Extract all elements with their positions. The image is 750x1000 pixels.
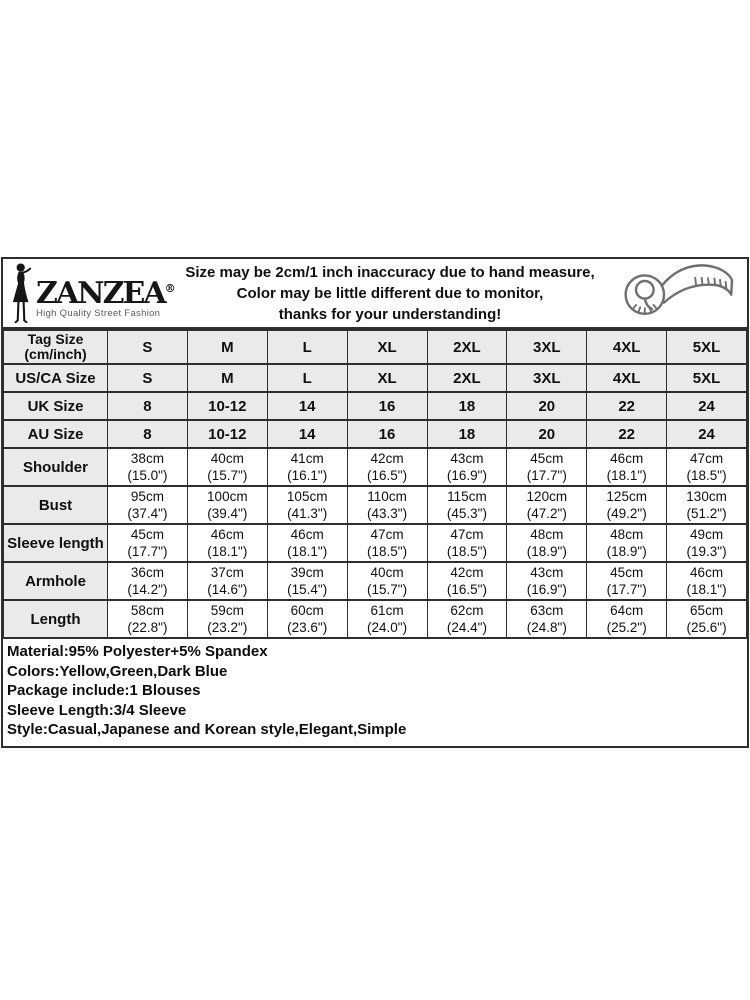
size-table-body xyxy=(4,330,747,638)
table-row xyxy=(4,392,747,420)
note-line: Colors:Yellow,Green,Dark Blue xyxy=(7,662,228,680)
size-cell: 16 xyxy=(347,420,427,448)
table-row xyxy=(4,600,747,638)
row-label: UK Size xyxy=(4,392,108,420)
note-line: Material:95% Polyester+5% Spandex xyxy=(7,643,268,660)
size-cell: 20 xyxy=(507,392,587,420)
row-label: Shoulder xyxy=(4,448,108,486)
table-row xyxy=(4,562,747,600)
measurement-cell: 95cm (37.4") xyxy=(108,486,188,524)
row-label: Tag Size (cm/inch) xyxy=(4,330,108,364)
row-label: AU Size xyxy=(4,420,108,448)
size-cell: S xyxy=(108,330,188,364)
brand-tagline: High Quality Street Fashion xyxy=(36,308,161,319)
size-cell: 3XL xyxy=(507,364,587,392)
disclaimer-line-2: Color may be little different due to monitor, xyxy=(236,284,544,302)
measurement-cell: 46cm (18.1") xyxy=(267,524,347,562)
size-cell: XL xyxy=(347,330,427,364)
woman-silhouette-icon xyxy=(10,263,34,323)
row-label: Bust xyxy=(4,486,108,524)
measurement-cell: 62cm (24.4") xyxy=(427,600,507,638)
table-row xyxy=(4,524,747,562)
measurement-cell: 42cm (16.5") xyxy=(347,448,427,486)
measurement-cell: 65cm (25.6") xyxy=(667,600,747,638)
size-cell: 8 xyxy=(108,392,188,420)
measurement-cell: 37cm (14.6") xyxy=(187,562,267,600)
measurement-cell: 61cm (24.0") xyxy=(347,600,427,638)
size-cell: 2XL xyxy=(427,330,507,364)
measurement-cell: 46cm (18.1") xyxy=(587,448,667,486)
size-cell: 18 xyxy=(427,420,507,448)
measurement-cell: 100cm (39.4") xyxy=(187,486,267,524)
size-cell: 24 xyxy=(667,392,747,420)
size-cell: 20 xyxy=(507,420,587,448)
measurement-cell: 36cm (14.2") xyxy=(108,562,188,600)
table-row xyxy=(4,486,747,524)
note-line: Style:Casual,Japanese and Korean style,Elegant,Simple xyxy=(7,721,407,738)
note-line: Package include:1 Blouses xyxy=(7,682,201,699)
size-cell: 4XL xyxy=(587,330,667,364)
measurement-cell: 47cm (18.5") xyxy=(667,448,747,486)
disclaimer-text xyxy=(175,262,605,325)
size-cell: L xyxy=(267,330,347,364)
row-label: Length xyxy=(4,600,108,638)
measurement-cell: 105cm (41.3") xyxy=(267,486,347,524)
size-table xyxy=(3,329,747,639)
disclaimer-line-1: Size may be 2cm/1 inch inaccuracy due to hand measure, xyxy=(185,263,595,281)
measurement-cell: 43cm (16.9") xyxy=(507,562,587,600)
size-cell: 22 xyxy=(587,392,667,420)
measurement-cell: 43cm (16.9") xyxy=(427,448,507,486)
size-cell: 5XL xyxy=(667,364,747,392)
size-cell: 14 xyxy=(267,420,347,448)
size-cell: 4XL xyxy=(587,364,667,392)
size-cell: M xyxy=(187,330,267,364)
measurement-cell: 45cm (17.7") xyxy=(507,448,587,486)
measuring-tape-icon xyxy=(615,261,737,325)
size-chart-sheet xyxy=(1,257,749,748)
brand-logo xyxy=(3,263,175,323)
measurement-cell: 47cm (18.5") xyxy=(427,524,507,562)
size-cell: 10-12 xyxy=(187,392,267,420)
size-cell: 18 xyxy=(427,392,507,420)
measurement-cell: 38cm (15.0") xyxy=(108,448,188,486)
measurement-cell: 47cm (18.5") xyxy=(347,524,427,562)
row-label: US/CA Size xyxy=(4,364,108,392)
table-row xyxy=(4,330,747,364)
measurement-cell: 49cm (19.3") xyxy=(667,524,747,562)
size-cell: 22 xyxy=(587,420,667,448)
size-cell: 8 xyxy=(108,420,188,448)
measurement-cell: 60cm (23.6") xyxy=(267,600,347,638)
measurement-cell: 48cm (18.9") xyxy=(587,524,667,562)
size-cell: S xyxy=(108,364,188,392)
measurement-cell: 41cm (16.1") xyxy=(267,448,347,486)
size-cell: 14 xyxy=(267,392,347,420)
measurement-cell: 63cm (24.8") xyxy=(507,600,587,638)
size-cell: 3XL xyxy=(507,330,587,364)
brand-wordmark xyxy=(36,275,176,323)
size-cell: 5XL xyxy=(667,330,747,364)
measurement-cell: 45cm (17.7") xyxy=(587,562,667,600)
row-label: Armhole xyxy=(4,562,108,600)
size-cell: L xyxy=(267,364,347,392)
tape-icon-wrap xyxy=(605,261,747,325)
measurement-cell: 110cm (43.3") xyxy=(347,486,427,524)
measurement-cell: 115cm (45.3") xyxy=(427,486,507,524)
table-row xyxy=(4,448,747,486)
chart-header xyxy=(3,259,747,329)
measurement-cell: 39cm (15.4") xyxy=(267,562,347,600)
registered-mark: ® xyxy=(164,282,176,295)
measurement-cell: 59cm (23.2") xyxy=(187,600,267,638)
measurement-cell: 64cm (25.2") xyxy=(587,600,667,638)
product-notes xyxy=(3,639,747,746)
measurement-cell: 130cm (51.2") xyxy=(667,486,747,524)
note-line: Sleeve Length:3/4 Sleeve xyxy=(7,701,187,719)
table-row xyxy=(4,420,747,448)
measurement-cell: 58cm (22.8") xyxy=(108,600,188,638)
table-row xyxy=(4,364,747,392)
measurement-cell: 42cm (16.5") xyxy=(427,562,507,600)
disclaimer-line-3: thanks for your understanding! xyxy=(278,305,502,323)
size-cell: M xyxy=(187,364,267,392)
row-label: Sleeve length xyxy=(4,524,108,562)
measurement-cell: 120cm (47.2") xyxy=(507,486,587,524)
size-cell: 24 xyxy=(667,420,747,448)
brand-name: ZANZEA® xyxy=(36,276,176,311)
measurement-cell: 45cm (17.7") xyxy=(108,524,188,562)
measurement-cell: 40cm (15.7") xyxy=(187,448,267,486)
measurement-cell: 125cm (49.2") xyxy=(587,486,667,524)
size-cell: 10-12 xyxy=(187,420,267,448)
measurement-cell: 46cm (18.1") xyxy=(667,562,747,600)
measurement-cell: 48cm (18.9") xyxy=(507,524,587,562)
measurement-cell: 40cm (15.7") xyxy=(347,562,427,600)
measurement-cell: 46cm (18.1") xyxy=(187,524,267,562)
size-cell: XL xyxy=(347,364,427,392)
size-cell: 2XL xyxy=(427,364,507,392)
size-cell: 16 xyxy=(347,392,427,420)
